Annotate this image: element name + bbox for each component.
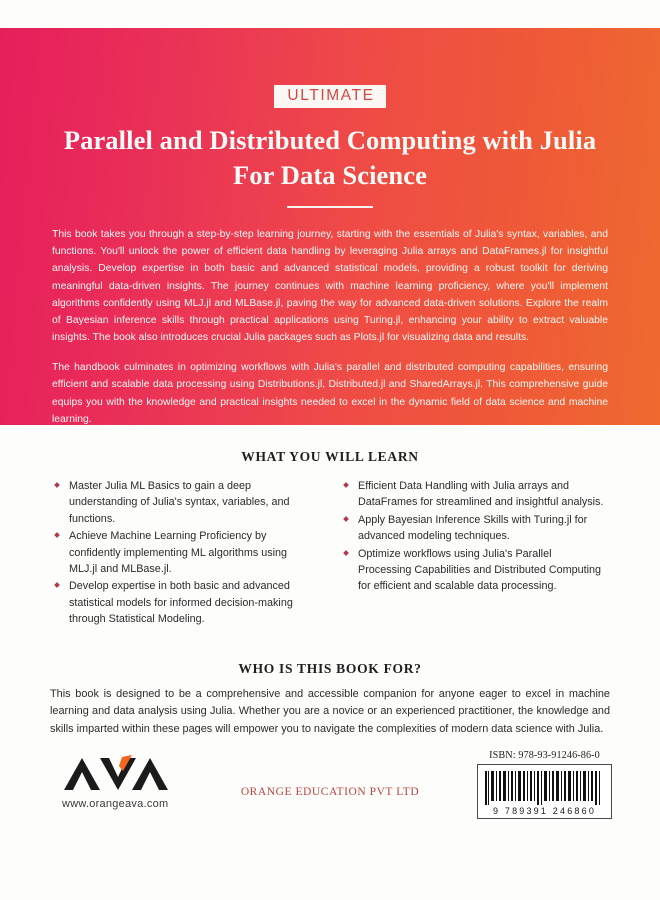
- isbn-block: [477, 750, 612, 819]
- list-item-label: Apply Bayesian Inference Skills with Turing.jl for advanced modeling techniques.: [358, 513, 588, 543]
- hero-gradient-band: [0, 28, 660, 425]
- footer: [0, 742, 660, 847]
- what-you-will-learn-columns: [48, 465, 612, 629]
- list-item: [54, 528, 317, 577]
- publisher-logo-block: [62, 754, 232, 810]
- diamond-bullet-icon: [343, 550, 349, 556]
- diamond-bullet-icon: [54, 583, 60, 589]
- list-item: [343, 546, 606, 595]
- list-item: [343, 512, 606, 545]
- list-item: [54, 578, 317, 627]
- publisher-website[interactable]: www.orangeava.com: [62, 798, 169, 810]
- ultimate-badge: ULTIMATE: [274, 85, 385, 108]
- who-is-this-book-for-heading: WHO IS THIS BOOK FOR?: [238, 660, 422, 676]
- diamond-bullet-icon: [343, 482, 349, 488]
- publisher-name: ORANGE EDUCATION PVT LTD: [240, 786, 420, 798]
- blurb-paragraph-2: The handbook culminates in optimizing workflows with Julia's parallel and distributed computing capabilities, ensuring efficient and scalable data processing using Distributions.jl, Distributed.jl and SharedArrays.jl. This comprehensive guide equips you with the knowledge and practical insights needed to excel in the dynamic field of data science and machine learning.: [52, 362, 608, 425]
- list-item-label: Optimize workflows using Julia's Parallel Processing Capabilities and Distributed Computing for efficient and scalable data processing.: [358, 547, 602, 593]
- diamond-bullet-icon: [343, 516, 349, 522]
- who-is-this-book-for-text: This book is designed to be a comprehensive and accessible companion for anyone eager to excel in machine learning and data analysis using Julia. Whether you are a novice or an experienced practitioner, the knowledge and skills imparted within these pages will empower you to navigate the complexities of modern data science with Julia.: [50, 687, 610, 735]
- learn-list-right: [343, 478, 606, 595]
- book-title: Parallel and Distributed Computing with Julia For Data Science: [63, 125, 597, 190]
- ean13-barcode-icon: [485, 771, 603, 805]
- isbn-number: ISBN: 978-93-91246-86-0: [489, 750, 600, 761]
- list-item: [54, 478, 317, 527]
- list-item-label: Master Julia ML Basics to gain a deep understanding of Julia's syntax, variables, and functions.: [69, 480, 290, 525]
- learn-column-left: [54, 478, 317, 629]
- diamond-bullet-icon: [54, 532, 60, 538]
- list-item-label: Efficient Data Handling with Julia arrays and DataFrames for streamlined and insightful analysis.: [358, 480, 604, 509]
- badge-row: [48, 28, 612, 108]
- blurb-paragraph-1: This book takes you through a step-by-step learning journey, starting with the essentials of Julia's syntax, variables, and functions. You'll unlock the power of efficient data handling by leveraging Julia arrays and DataFrames.jl for insightful analysis. Develop expertise in both basic and advanced statistical models, providing a robust toolkit for deriving meaningful data-driven insights. The journey continues with machine learning proficiency, where you'll implement algorithms confidently using MLJ.jl and MLBase.jl, paving the way for advanced data-driven solutions. Explore the realm of Bayesian inference skills through practical applications using Turing.jl, enhancing your ability to extract valuable insights. The book also introduces crucial Julia packages such as Plots.jl for visualizing data and results.: [52, 229, 608, 344]
- barcode-digits: 9 789391 246860: [492, 806, 597, 816]
- list-item-label: Develop expertise in both basic and advanced statistical models for informed decision-making through Statistical Modeling.: [69, 580, 293, 626]
- barcode-box: [477, 764, 612, 819]
- learn-column-right: [343, 478, 606, 629]
- learn-list-left: [54, 478, 317, 628]
- diamond-bullet-icon: [54, 482, 60, 488]
- list-item: [343, 478, 606, 511]
- list-item-label: Achieve Machine Learning Proficiency by confidently implementing ML algorithms using MLJ.jl and MLBase.jl.: [69, 530, 288, 576]
- what-you-will-learn-heading: WHAT YOU WILL LEARN: [241, 449, 419, 464]
